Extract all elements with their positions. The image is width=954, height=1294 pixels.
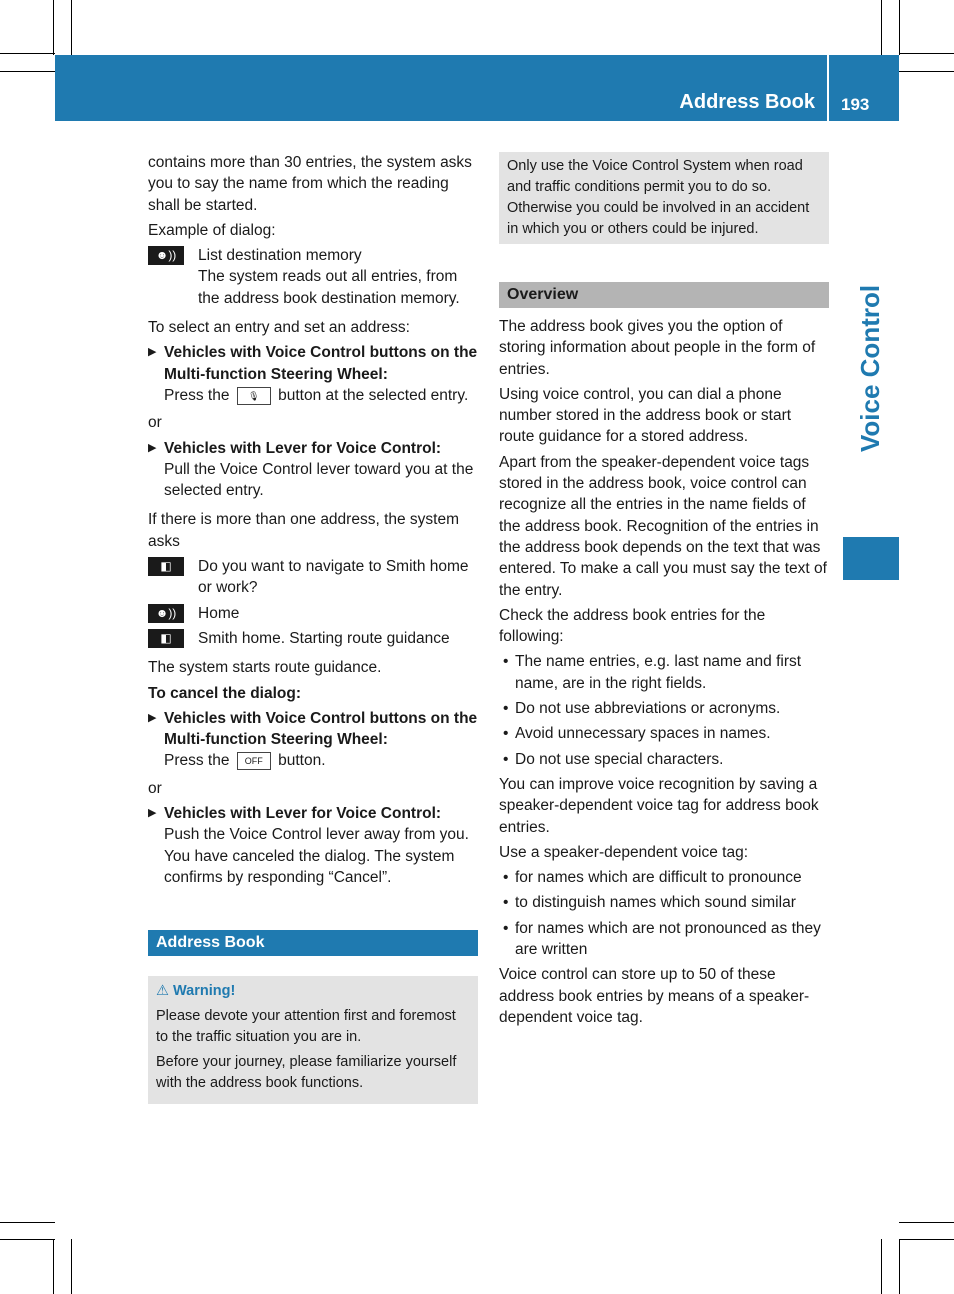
- crop-mark: [53, 0, 54, 55]
- warning-text: Please devote your attention first and foremost to the traffic situation you are in.: [156, 1008, 456, 1046]
- crop-mark: [881, 0, 882, 55]
- list-item: • Do not use abbreviations or acronyms.: [499, 698, 829, 719]
- body-text: Apart from the speaker-dependent voice tags stored in the address book, voice control can recognize all the entries in the name fields of the address book. Recognition of the entries in the address book depends on the text that was entered. To make a call you must say the text of the entry.: [499, 453, 827, 599]
- step-heading: Vehicles with Lever for Voice Control:: [164, 439, 442, 457]
- user-speech-icon: ☻)): [148, 604, 184, 623]
- list-item: • for names which are not pronounced as they are written: [499, 918, 829, 961]
- step-text: Press the: [164, 752, 230, 770]
- select-intro: To select an entry and set an address:: [148, 319, 410, 337]
- step-text: Pull the Voice Control lever toward you at the selected entry.: [164, 460, 474, 500]
- warning-title: Warning!: [173, 983, 236, 1000]
- warning-heading: [156, 981, 470, 1002]
- warning-triangle-icon: ⚠: [156, 983, 169, 1000]
- crop-mark: [899, 1222, 954, 1223]
- warning-box: [148, 976, 478, 1104]
- instruction-step: [148, 803, 478, 888]
- right-column: [499, 152, 829, 1032]
- dialog-row: [148, 556, 478, 599]
- step-arrow-icon: ▶: [148, 807, 157, 820]
- dialog-text: Do you want to navigate to Smith home or work?: [198, 558, 469, 597]
- step-text: Press the: [164, 386, 230, 404]
- side-chapter-label: Voice Control: [855, 284, 885, 452]
- voice-button-icon: 🎙: [237, 387, 271, 405]
- step-text: You have canceled the dialog. The system confirms by responding “Cancel”.: [164, 847, 455, 886]
- step-arrow-icon: ▶: [148, 346, 157, 359]
- crop-mark: [899, 0, 900, 55]
- body-text: Use a speaker-dependent voice tag:: [499, 843, 749, 861]
- crop-mark: [899, 1239, 900, 1294]
- step-text: Push the Voice Control lever away from you.: [164, 826, 469, 844]
- crop-mark: [0, 1239, 55, 1240]
- crop-mark: [53, 1239, 54, 1294]
- list-item: • Do not use special characters.: [499, 749, 829, 770]
- starts-text: The system starts route guidance.: [148, 659, 382, 677]
- header-title: Address Book: [679, 91, 815, 113]
- step-arrow-icon: ▶: [148, 441, 157, 454]
- dialog-row: [148, 628, 478, 649]
- section-title-overview: Overview: [499, 282, 829, 308]
- list-item: • to distinguish names which sound similar: [499, 892, 829, 913]
- bullet-list: [499, 867, 829, 960]
- crop-mark: [71, 0, 72, 55]
- bullet-list: [499, 651, 829, 769]
- crop-mark: [881, 1239, 882, 1294]
- crop-mark: [71, 1239, 72, 1294]
- dialog-row: [148, 603, 478, 624]
- body-text: Voice control can store up to 50 of these address book entries by means of a speaker-dependent voice tag.: [499, 966, 810, 1026]
- system-speaker-icon: ◧: [148, 557, 184, 576]
- cancel-heading: To cancel the dialog:: [148, 684, 302, 702]
- safety-note-box: Only use the Voice Control System when road and traffic conditions permit you to do so. Otherwise you could be involved in an accident in which you or others could be injured.: [499, 152, 829, 244]
- list-item: • Avoid unnecessary spaces in names.: [499, 723, 829, 744]
- body-text: You can improve voice recognition by saving a speaker-dependent voice tag for address book entries.: [499, 775, 819, 836]
- page-number: 193: [841, 95, 870, 114]
- list-item: • The name entries, e.g. last name and first name, are in the right fields.: [499, 651, 829, 694]
- user-speech-icon: ☻)): [148, 246, 184, 265]
- crop-mark: [0, 1222, 55, 1223]
- left-column: [148, 152, 478, 1104]
- dialog-row: [148, 245, 478, 309]
- dialog-text: The system reads out all entries, from the address book destination memory.: [198, 268, 460, 307]
- dialog-text: Home: [198, 604, 240, 622]
- body-text: Using voice control, you can dial a phone number stored in the address book or start route guidance for a stored address.: [499, 385, 792, 446]
- header-divider: [827, 55, 829, 121]
- instruction-step: [148, 708, 478, 772]
- crop-mark: [0, 53, 55, 54]
- step-heading: Vehicles with Voice Control buttons on the Multi-function Steering Wheel:: [164, 709, 478, 749]
- step-heading: Vehicles with Lever for Voice Control:: [164, 805, 442, 823]
- or-text: or: [148, 779, 162, 797]
- intro-text: contains more than 30 entries, the system asks you to say the name from which the reading shall be started.: [148, 154, 472, 214]
- body-text: Check the address book entries for the following:: [499, 606, 766, 646]
- example-label: Example of dialog:: [148, 221, 276, 239]
- multi-address-text: If there is more than one address, the system asks: [148, 511, 460, 550]
- dialog-text: Smith home. Starting route guidance: [198, 629, 450, 647]
- section-title-address-book: Address Book: [148, 930, 478, 956]
- step-arrow-icon: ▶: [148, 711, 157, 724]
- instruction-step: [148, 438, 478, 502]
- step-heading: Vehicles with Voice Control buttons on the Multi-function Steering Wheel:: [164, 344, 478, 383]
- system-speaker-icon: ◧: [148, 629, 184, 648]
- side-chapter-tab: [843, 537, 899, 580]
- or-text: or: [148, 414, 162, 432]
- crop-mark: [899, 1239, 954, 1240]
- instruction-step: [148, 342, 478, 406]
- body-text: The address book gives you the option of storing information about people in the form of entries.: [499, 318, 816, 378]
- crop-mark: [899, 71, 954, 72]
- step-text: button.: [278, 752, 326, 770]
- dialog-text: List destination memory: [198, 247, 362, 265]
- step-text: button at the selected entry.: [278, 386, 469, 404]
- crop-mark: [0, 71, 55, 72]
- crop-mark: [899, 53, 954, 54]
- warning-text: Before your journey, please familiarize yourself with the address book functions.: [156, 1054, 457, 1092]
- voice-off-button-icon: OFF: [237, 752, 271, 770]
- list-item: • for names which are difficult to pronounce: [499, 867, 829, 888]
- page-header: [55, 55, 899, 121]
